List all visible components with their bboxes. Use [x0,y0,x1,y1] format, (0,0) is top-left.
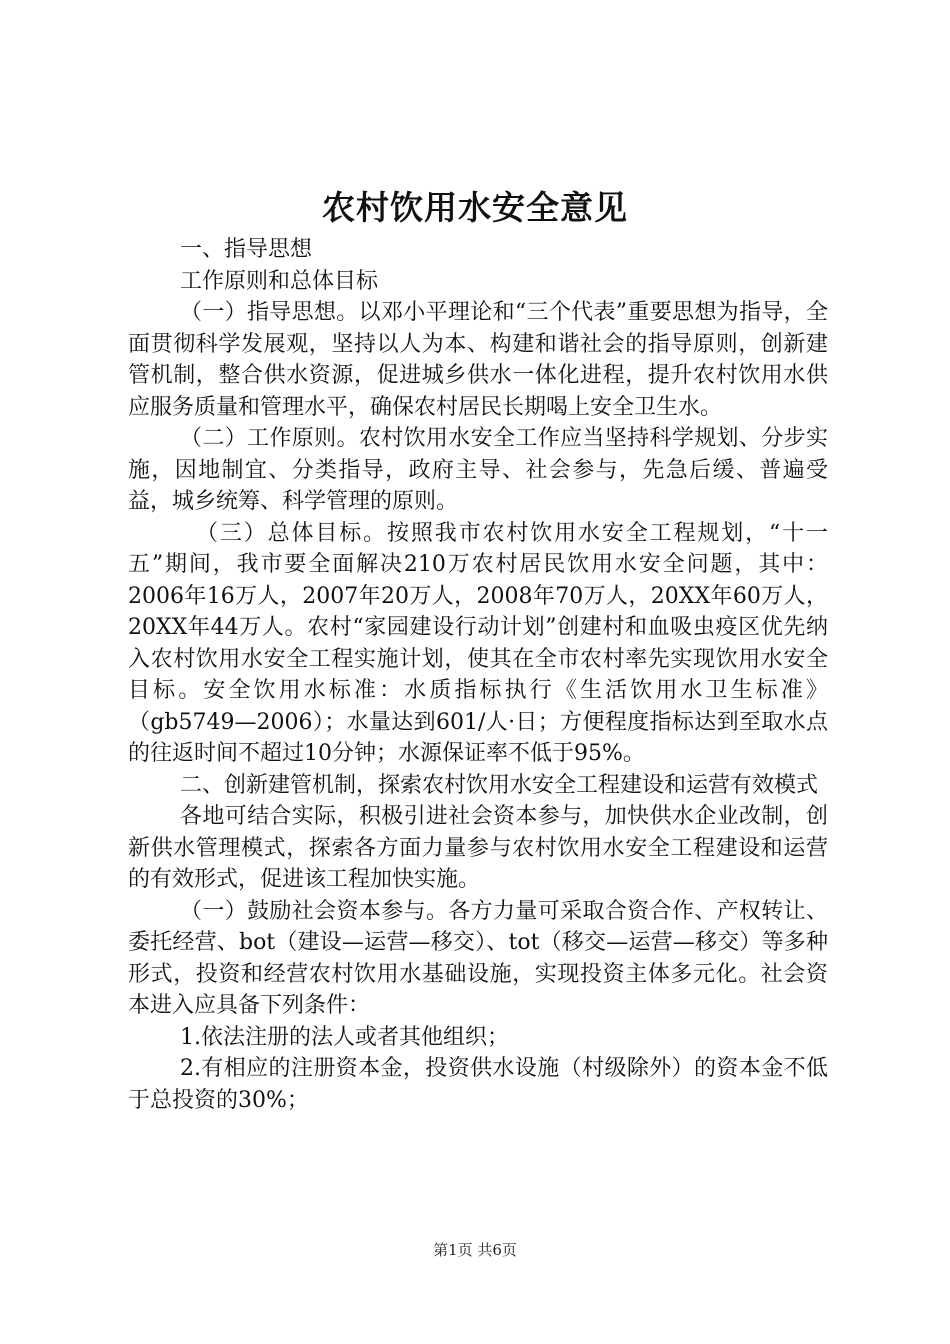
page-number-footer: 第1页 共6页 [433,1241,517,1259]
list-item-condition-1: 1.依法注册的法人或者其他组织； [180,1024,509,1050]
paragraph-social-capital: （一）鼓励社会资本参与。各方力量可采取合资合作、产权转让、委托经营、bot（建设—运营—移交）、tot（移交—运营—移交）等多种形式，投资和经营农村饮用水基础设施，实现投资主体多元化。社会资本进入应具备下列条件： [128,898,828,1018]
subheading-principles-and-goals: 工作原则和总体目标 [180,268,379,294]
section-heading-management-mechanism: 二、创新建管机制，探索农村饮用水安全工程建设和运营有效模式 [180,772,819,798]
paragraph-local-implementation: 各地可结合实际，积极引进社会资本参与，加快供水企业改制，创新供水管理模式，探索各方面力量参与农村饮用水安全工程建设和运营的有效形式，促进该工程加快实施。 [128,804,828,892]
section-heading-guiding-ideology: 一、指导思想 [180,237,313,262]
paragraph-work-principles: （二）工作原则。农村饮用水安全工作应当坚持科学规划、分步实施，因地制宜、分类指导，政府主导、社会参与，先急后缓、普遍受益，城乡统筹、科学管理的原则。 [128,426,828,514]
document-body [128,234,828,1116]
document-title: 农村饮用水安全意见 [322,188,628,227]
paragraph-guiding-ideology: （一）指导思想。以邓小平理论和“三个代表”重要思想为指导，全面贯彻科学发展观，坚持以人为本、构建和谐社会的指导原则，创新建管机制，整合供水资源，促进城乡供水一体化进程，提升农村饮用水供应服务质量和管理水平，确保农村居民长期喝上安全卫生水。 [128,300,828,420]
list-item-condition-2: 2.有相应的注册资本金，投资供水设施（村级除外）的资本金不低于总投资的30%； [128,1056,828,1113]
paragraph-overall-goals: （三）总体目标。按照我市农村饮用水安全工程规划，“十一五”期间，我市要全面解决210万农村居民饮用水安全问题，其中：2006年16万人，2007年20万人，2008年70万人，20XX年60万人，20XX年44万人。农村“家园建设行动计划”创建村和血吸虫疫区优先纳入农村饮用水安全工程实施计划，使其在全市农村率先实现饮用水安全目标。安全饮用水标准：水质指标执行《生活饮用水卫生标准》（gb5749—2006）；水量达到601/人·日；方便程度指标达到至取水点的往返时间不超过10分钟；水源保证率不低于95%。 [128,520,828,766]
